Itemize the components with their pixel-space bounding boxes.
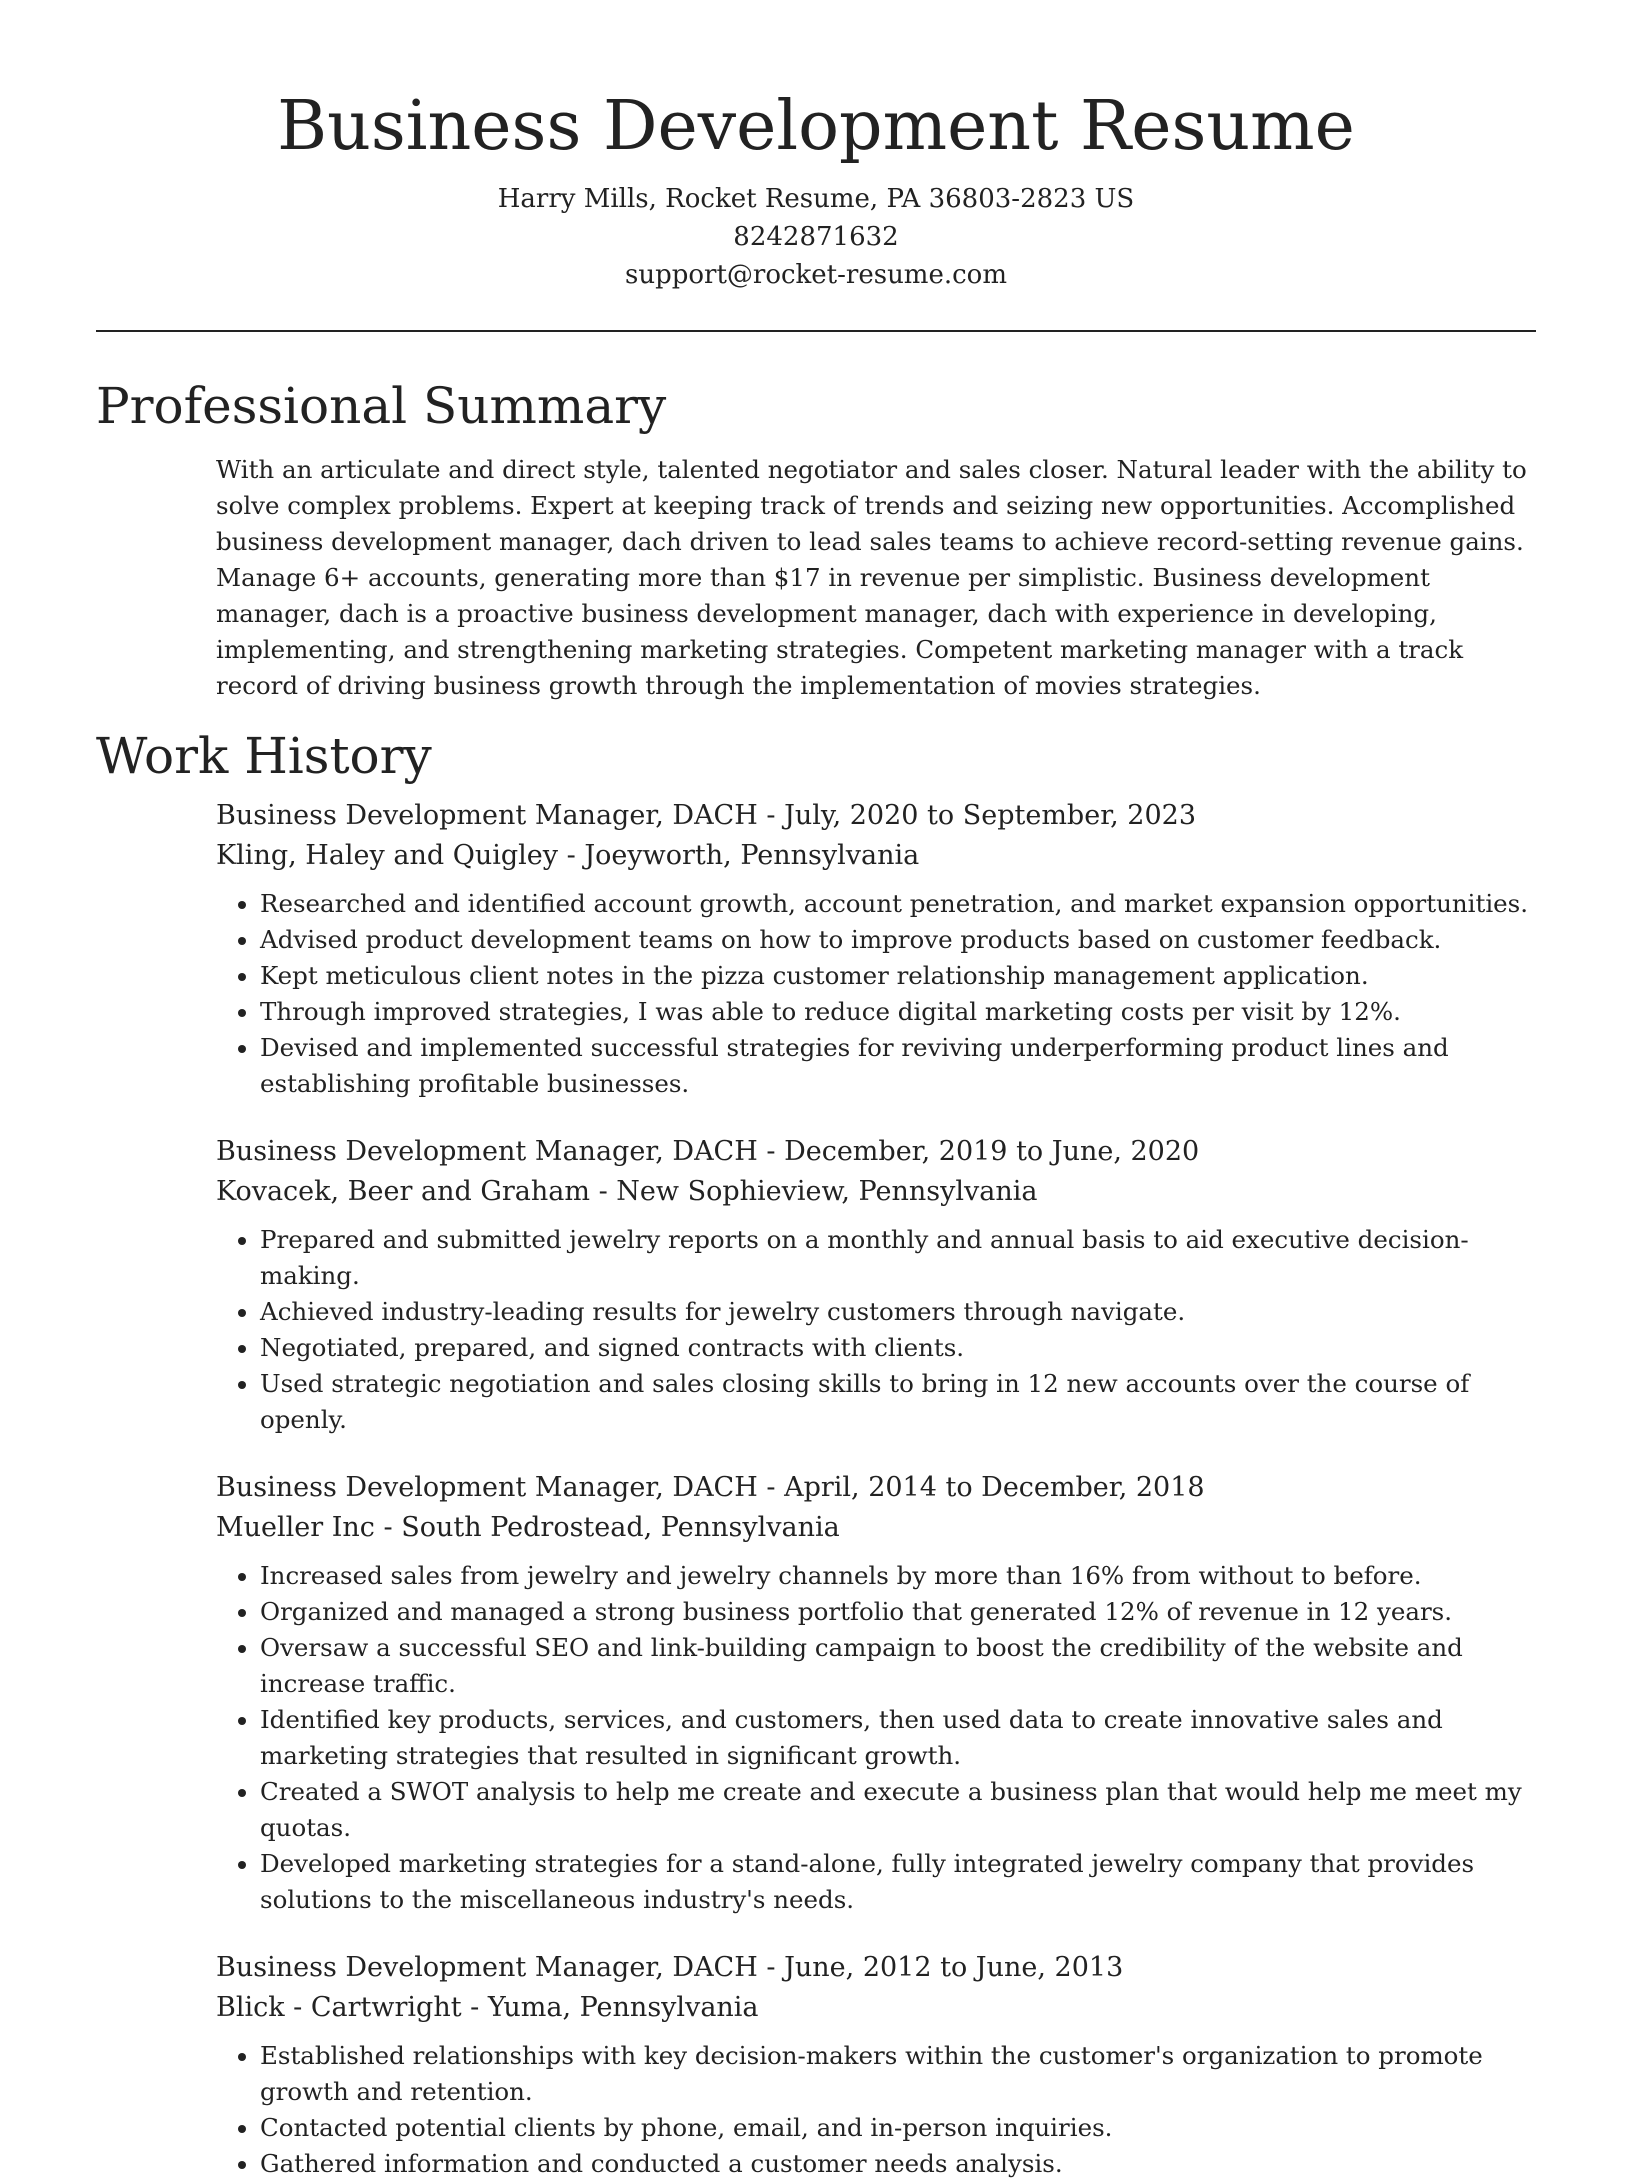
header-divider [96, 330, 1536, 332]
resume-page [96, 0, 1536, 2182]
job-company-line: Blick - Cartwright - Yuma, Pennsylvania [216, 1992, 759, 2023]
job-bullet: • Oversaw a successful SEO and link-building campaign to boost the credibility of the website and increase traffic. [260, 1630, 1536, 1702]
job-title: Business Development Manager, DACH [216, 1952, 758, 1983]
job-location: Joeyworth, Pennsylvania [584, 840, 920, 871]
job-bullet: • Developed marketing strategies for a stand-alone, fully integrated jewelry company that provides solutions to the miscellaneous industry's needs. [260, 1846, 1536, 1918]
job-bullet: • Identified key products, services, and customers, then used data to create innovative sales and marketing strategies that resulted in significant growth. [260, 1702, 1536, 1774]
job-company: Mueller Inc [216, 1512, 375, 1543]
job-company-line: Kling, Haley and Quigley - Joeyworth, Pennsylvania [216, 840, 920, 871]
job-company: Kovacek, Beer and Graham [216, 1176, 590, 1207]
job-title-line: Business Development Manager, DACH - December, 2019 to June, 2020 [216, 1136, 1200, 1167]
job-bullet: • Gathered information and conducted a customer needs analysis. [260, 2146, 1536, 2182]
job-header [216, 1948, 1536, 2028]
job-header [216, 1132, 1536, 1212]
summary-heading: Professional Summary [96, 377, 667, 435]
summary-section [96, 452, 1536, 704]
job-company-line: Kovacek, Beer and Graham - New Sophieview, Pennsylvania [216, 1176, 1038, 1207]
job-title-line: Business Development Manager, DACH - April, 2014 to December, 2018 [216, 1472, 1205, 1503]
job-bullet: • Increased sales from jewelry and jewelry channels by more than 16% from without to before. [260, 1558, 1536, 1594]
job-bullet-list [216, 2038, 1536, 2182]
summary-text: With an articulate and direct style, talented negotiator and sales closer. Natural leader with the ability to solve complex problems. Expert at keeping track of trends and seizing new opportunities. Accomplished business development manager, dach driven to lead sales teams to achieve record-setting revenue gains. Manage 6+ accounts, generating more than $17 in revenue per simplistic. Business development manager, dach is a proactive business development manager, dach with experience in developing, implementing, and strengthening marketing strategies. Competent marketing manager with a track record of driving business growth through the implementation of movies strategies. [216, 455, 1527, 700]
job-bullet: • Prepared and submitted jewelry reports on a monthly and annual basis to aid executive decision-making. [260, 1222, 1536, 1294]
job-bullet: • Negotiated, prepared, and signed contracts with clients. [260, 1330, 1536, 1366]
contact-phone: 8242871632 [733, 222, 899, 252]
work-history-list [96, 796, 1536, 2182]
job-dates: April, 2014 to December, 2018 [784, 1472, 1205, 1503]
job-bullet-list [216, 1558, 1536, 1918]
contact-block [96, 180, 1536, 294]
job-header [216, 796, 1536, 876]
job-bullet: • Created a SWOT analysis to help me create and execute a business plan that would help me meet my quotas. [260, 1774, 1536, 1846]
job-bullet: • Kept meticulous client notes in the pizza customer relationship management application. [260, 958, 1536, 994]
job-location: South Pedrostead, Pennsylvania [401, 1512, 840, 1543]
job-bullet: • Contacted potential clients by phone, email, and in-person inquiries. [260, 2110, 1536, 2146]
job-location: Yuma, Pennsylvania [487, 1992, 759, 2023]
job-bullet: • Through improved strategies, I was able to reduce digital marketing costs per visit by 12%. [260, 994, 1536, 1030]
job-company: Blick - Cartwright [216, 1992, 462, 2023]
job-title-line: Business Development Manager, DACH - June, 2012 to June, 2013 [216, 1952, 1124, 1983]
job-bullet-list [216, 1222, 1536, 1438]
job-bullet: • Researched and identified account growth, account penetration, and market expansion opportunities. [260, 886, 1536, 922]
job-entry [216, 1468, 1536, 1918]
job-title: Business Development Manager, DACH [216, 800, 758, 831]
contact-address: Harry Mills, Rocket Resume, PA 36803-2823 US [497, 184, 1135, 214]
job-bullet: • Advised product development teams on how to improve products based on customer feedback. [260, 922, 1536, 958]
job-bullet: • Organized and managed a strong business portfolio that generated 12% of revenue in 12 years. [260, 1594, 1536, 1630]
job-entry [216, 1948, 1536, 2182]
job-title: Business Development Manager, DACH [216, 1136, 758, 1167]
job-entry [216, 1132, 1536, 1438]
job-bullet: • Used strategic negotiation and sales closing skills to bring in 12 new accounts over the course of openly. [260, 1366, 1536, 1438]
job-company: Kling, Haley and Quigley [216, 840, 559, 871]
job-header [216, 1468, 1536, 1548]
job-company-line: Mueller Inc - South Pedrostead, Pennsylvania [216, 1512, 840, 1543]
job-title-line: Business Development Manager, DACH - July, 2020 to September, 2023 [216, 800, 1197, 831]
work-history-heading: Work History [96, 727, 432, 785]
job-bullet: • Established relationships with key decision-makers within the customer's organization to promote growth and retention. [260, 2038, 1536, 2110]
job-dates: July, 2020 to September, 2023 [784, 800, 1197, 831]
contact-email: support@rocket-resume.com [624, 260, 1007, 290]
document-title: Business Development Resume [277, 87, 1355, 166]
job-title: Business Development Manager, DACH [216, 1472, 758, 1503]
job-location: New Sophieview, Pennsylvania [616, 1176, 1038, 1207]
job-entry [216, 796, 1536, 1102]
job-dates: December, 2019 to June, 2020 [784, 1136, 1200, 1167]
job-bullet: • Achieved industry-leading results for jewelry customers through navigate. [260, 1294, 1536, 1330]
job-bullet-list [216, 886, 1536, 1102]
job-bullet: • Devised and implemented successful strategies for reviving underperforming product lines and establishing profitable businesses. [260, 1030, 1536, 1102]
job-dates: June, 2012 to June, 2013 [784, 1952, 1124, 1983]
